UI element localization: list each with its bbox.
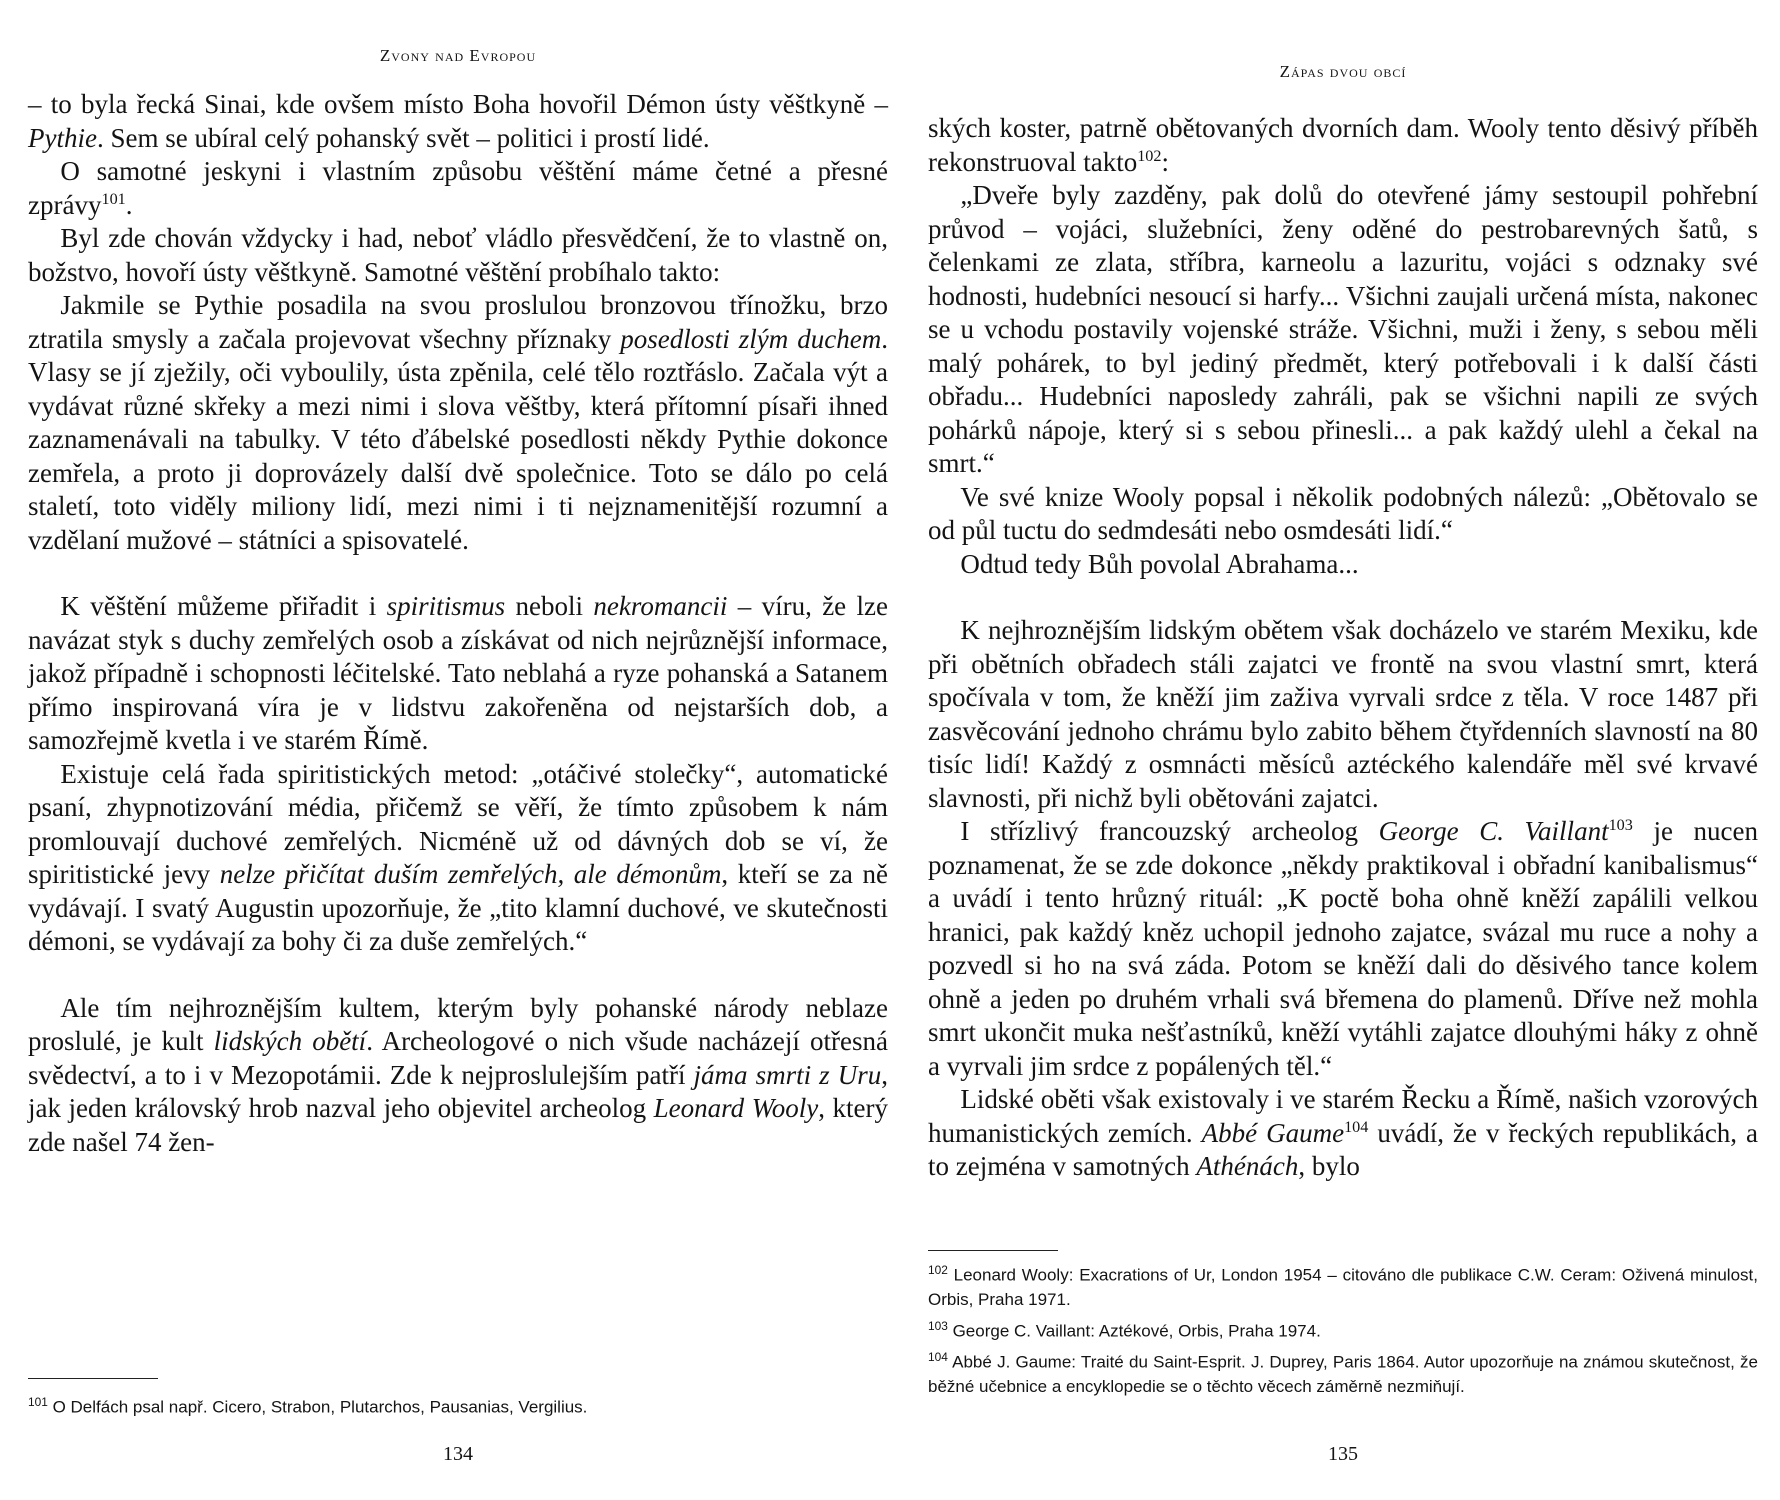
footnote-ref[interactable]: 102 xyxy=(1137,146,1162,165)
footnote-number: 104 xyxy=(928,1350,948,1365)
footnote: $^{102}$ Leonard Wooly: Exacrations of Ur, London 1954 – citováno dle publikace C.W. Ceram: Oživená minulost, Orbis, Praha 1971. xyxy=(928,1263,1758,1309)
footnote-number: 102 xyxy=(928,1263,948,1277)
left-page xyxy=(28,0,888,1500)
paragraph: Jakmile se Pythie posadila na svou proslulou bronzovou třínožku, brzo ztratila smysly a začala projevovat všechny příznaky posedlosti zlým duchem. Vlasy se jí zježily, oči vyboulily, ústa zpěnila, celé tělo roztřáslo. Začala výt a vydávat různé skřeky a mezi nimi i slova věštby, která přítomní písaři ihned zaznamenávali na tabulky. V této ďábelské posedlosti někdy Pythie dokonce zemřela, a proto ji doprovázely další dvě společnice. Toto se dálo po celá staletí, toto viděly miliony lidí, mezi nimi i ti nejznamenitější rozumní a vzdělaní mužové – státníci a spisovatelé. xyxy=(28,290,888,555)
paragraph: Byl zde chován vždycky i had, neboť vládlo přesvědčení, že to vlastně on, božstvo, hovoří ústy věštkyně. Samotné věštění probíhalo takto: xyxy=(28,223,888,287)
right-page xyxy=(928,0,1758,1500)
footnote-divider xyxy=(928,1250,1058,1251)
paragraph: Odtud tedy Bůh povolal Abrahama... xyxy=(960,548,1359,579)
footnote-ref[interactable]: 101 xyxy=(101,189,126,208)
paragraph: K věštění můžeme přiřadit i spiritismus neboli nekromancii – víru, že lze navázat styk s duchy zemřelých osob a získávat od nich nejrůznější informace, jakož případně i schopnosti léčitelské. Tato neblahá a ryze pohanská a Satanem přímo inspirovaná víra je v lidstvu zakořeněna od nejstarších dob, a samozřejmě kvetla i ve starém Římě. xyxy=(28,591,888,755)
page-body xyxy=(928,112,1758,1184)
footnote-number: 101 xyxy=(28,1395,48,1409)
paragraph: Ve své knize Wooly popsal i několik podobných nálezů: „Obětovalo se od půl tuctu do sedmdesáti nebo osmdesáti lidí.“ xyxy=(928,481,1758,545)
running-head: Zápas dvou obcí xyxy=(1279,62,1407,81)
footnote-divider xyxy=(28,1378,158,1379)
page-body xyxy=(28,88,888,1159)
footnotes xyxy=(28,1390,888,1422)
footnote-ref[interactable]: 103 xyxy=(1608,816,1633,834)
footnote-number: 103 xyxy=(928,1318,948,1333)
paragraph: Lidské oběti však existovaly i ve starém Řecku a Římě, našich vzorových humanistických zemích. Abbé Gaume$^{104}$ uvádí, že v řeckých republikách, a to zejména v samotných Athénách, bylo xyxy=(928,1084,1759,1181)
paragraph: O samotné jeskyni i vlastním způsobu věštění máme četné a přesné zprávy$^{101}$. xyxy=(28,156,888,220)
paragraph: Existuje celá řada spiritistických metod: „otáčivé stolečky“, automatické psaní, zhypnotizování média, přičemž se věří, že tímto způsobem k nám promlouvají duchové zemřelých. Nicméně už od dávných dob se ví, že spiritistické jevy nelze přičítat duším zemřelých, ale démonům, kteří se za ně vydávají. I svatý Augustin upozorňuje, že „tito klamní duchové, ve skutečnosti démoni, se vydávají za bohy či za duše zemřelých.“ xyxy=(28,758,888,956)
footnote: $^{104}$ Abbé J. Gaume: Traité du Saint-Esprit. J. Duprey, Paris 1864. Autor upozorňuje na známou skutečnost, že běžné učebnice a encyklopedie se o těchto věcech záměrně nezmiňují. xyxy=(928,1350,1758,1396)
quotation: „Dveře byly zazděny, pak dolů do otevřené jámy sestoupil pohřební průvod – vojáci, služebníci, ženy oděné do pestrobarevných šatů, s čelenkami ze zlata, stříbra, karneolu a lazuritu, vojáci s odznaky své hodnosti, hudebníci nesoucí si harfy... Všichni zaujali určená místa, nakonec se u vchodu postavily vojenské stráže. Všichni, muži i ženy, s sebou měli malý pohárek, to byl jediný předmět, který potřebovali i k další části obřadu... Hudebníci naposledy zahráli, pak se všichni napili ze svých pohárků nápoje, který si s sebou přinesli... a pak každý ulehl a čekal na smrt.“ xyxy=(928,180,1758,478)
page-number: 135 xyxy=(1328,1443,1358,1465)
paragraph: – to byla řecká Sinai, kde ovšem místo Boha hovořil Démon ústy věštkyně – Pythie. Sem se ubíral celý pohanský svět – politici i prostí lidé. xyxy=(28,89,888,153)
paragraph: Ale tím nejhroznějším kultem, kterým byly pohanské národy neblaze proslulé, je kult lidských obětí. Archeologové o nich všude nacházejí otřesná svědectví, a to i v Mezopotámii. Zde k nejproslulejším patří jáma smrti z Uru, jak jeden královský hrob nazval jeho objevitel archeolog Leonard Wooly, který zde našel 74 žen- xyxy=(28,992,888,1157)
running-head: Zvony nad Evropou xyxy=(379,46,537,65)
footnote: $^{101}$ O Delfách psal např. Cicero, Strabon, Plutarchos, Pausanias, Vergilius. xyxy=(28,1395,588,1417)
footnote: $^{103}$ George C. Vaillant: Aztékové, Orbis, Praha 1974. xyxy=(928,1318,1321,1341)
page-number: 134 xyxy=(443,1443,473,1465)
paragraph: ských koster, patrně obětovaných dvorních dam. Wooly tento děsivý příběh rekonstruoval takto$^{102}$: xyxy=(928,113,1758,177)
footnotes xyxy=(928,1258,1758,1401)
footnote-ref[interactable]: 104 xyxy=(1344,1117,1369,1136)
paragraph: I střízlivý francouzský archeolog George C. Vaillant$^{103}$ je nucen poznamenat, že se zde dokonce „někdy praktikoval i obřadní kanibalismus“ a uvádí i tento hrůzný rituál: „K poctě boha ohně kněží zapálili velkou hranici, pak každý kněz uchopil jednoho zajatce, svázal mu ruce a nohy a pozvedl si ho na svá záda. Potom se kněží dali do děsivého tance kolem ohně a jeden po druhém vrhali svá břemena do plamenů. Dříve než mohla smrt ukončit muka nešťastníků, kněží vytáhli zajatce dlouhými háky z ohně a vyrvali jim srdce z popálených těl.“ xyxy=(928,816,1758,1081)
paragraph: K nejhroznějším lidským obětem však docházelo ve starém Mexiku, kde při obětních obřadech stáli zajatci ve frontě na svou vlastní smrt, která spočívala v tom, že kněží jim zaživa vyrvali srdce z těla. V roce 1487 při zasvěcování jednoho chrámu bylo zabito během čtyřdenních slavností na 80 tisíc lidí! Každý z osmnácti měsíců aztéckého kalendáře měl své krvavé slavnosti, při nichž byli obětováni zajatci. xyxy=(928,615,1758,813)
